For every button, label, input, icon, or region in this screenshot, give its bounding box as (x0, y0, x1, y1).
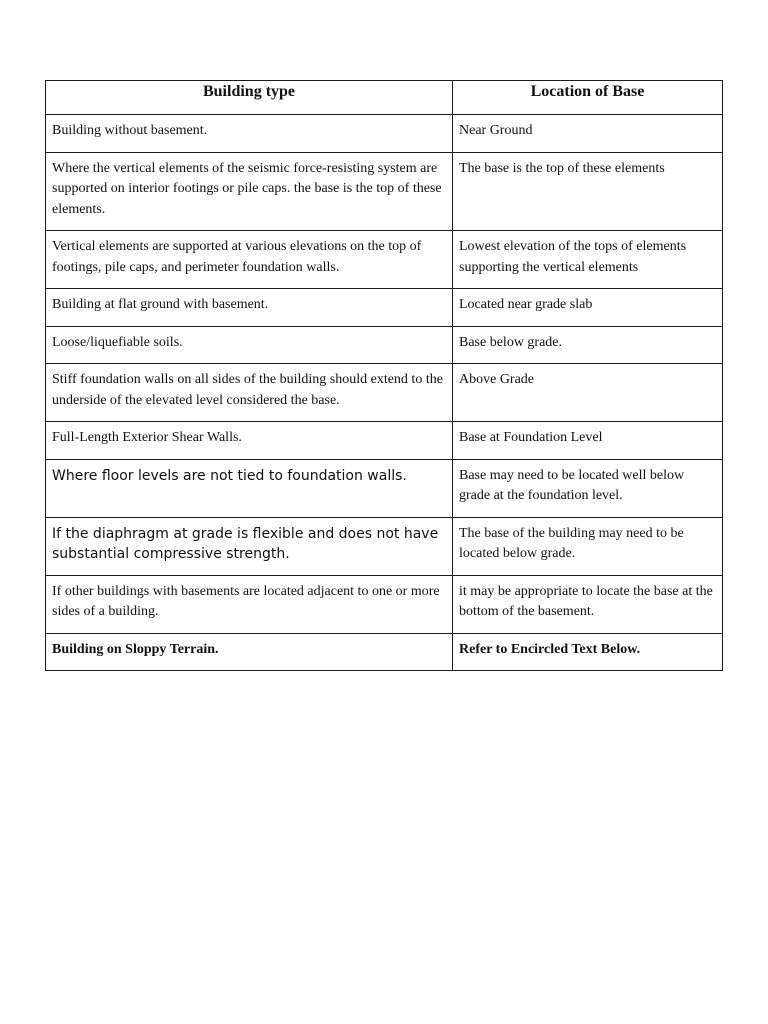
building-type-cell: Stiff foundation walls on all sides of the building should extend to the underside of the elevated level considered the base. (46, 364, 453, 422)
building-type-cell: Building without basement. (46, 115, 453, 153)
building-type-cell: Full-Length Exterior Shear Walls. (46, 422, 453, 460)
header-building-type: Building type (46, 81, 453, 115)
location-cell: The base of the building may need to be located below grade. (453, 517, 723, 575)
table-row (46, 422, 723, 460)
table-row (46, 633, 723, 671)
building-type-cell: Where floor levels are not tied to foundation walls. (46, 459, 453, 517)
building-type-cell: If the diaphragm at grade is flexible and does not have substantial compressive strength. (46, 517, 453, 575)
table-row (46, 289, 723, 327)
table-row (46, 364, 723, 422)
building-type-cell: If other buildings with basements are located adjacent to one or more sides of a building. (46, 575, 453, 633)
location-cell: Located near grade slab (453, 289, 723, 327)
building-type-cell: Loose/liquefiable soils. (46, 326, 453, 364)
location-cell: Above Grade (453, 364, 723, 422)
location-cell: Near Ground (453, 115, 723, 153)
table-row (46, 459, 723, 517)
building-type-cell: Building at flat ground with basement. (46, 289, 453, 327)
building-type-cell: Building on Sloppy Terrain. (46, 633, 453, 671)
location-cell: The base is the top of these elements (453, 152, 723, 231)
table-row (46, 152, 723, 231)
location-cell: Base at Foundation Level (453, 422, 723, 460)
table-row (46, 517, 723, 575)
table-row (46, 231, 723, 289)
base-location-table (45, 80, 723, 671)
building-type-cell: Where the vertical elements of the seismic force-resisting system are supported on interior footings or pile caps. the base is the top of these elements. (46, 152, 453, 231)
table-header-row (46, 81, 723, 115)
header-location-of-base: Location of Base (453, 81, 723, 115)
table-row (46, 575, 723, 633)
location-cell: it may be appropriate to locate the base at the bottom of the basement. (453, 575, 723, 633)
location-cell: Lowest elevation of the tops of elements supporting the vertical elements (453, 231, 723, 289)
location-cell: Base may need to be located well below grade at the foundation level. (453, 459, 723, 517)
location-cell: Base below grade. (453, 326, 723, 364)
table-row (46, 115, 723, 153)
location-cell: Refer to Encircled Text Below. (453, 633, 723, 671)
building-type-cell: Vertical elements are supported at various elevations on the top of footings, pile caps, and perimeter foundation walls. (46, 231, 453, 289)
table-row (46, 326, 723, 364)
